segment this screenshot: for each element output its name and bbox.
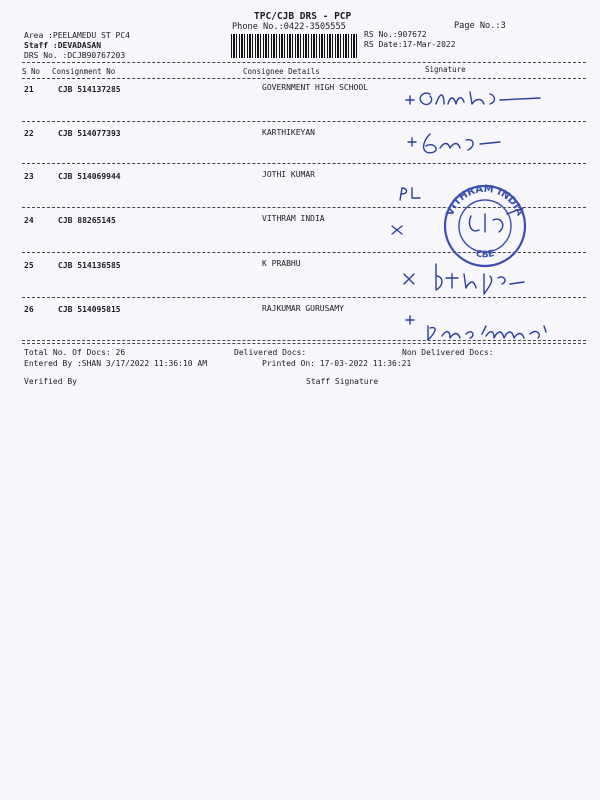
staff-signature: Staff Signature <box>306 377 379 386</box>
col-signature: Signature <box>425 65 466 74</box>
signature-row-24-mark <box>388 222 408 242</box>
verified-by: Verified By <box>24 377 77 386</box>
row-consignee: RAJKUMAR GURUSAMY <box>262 304 344 313</box>
delivered-docs: Delivered Docs: <box>234 348 307 357</box>
company-stamp <box>427 180 547 274</box>
entered-by: Entered By :SHAN 3/17/2022 11:36:10 AM <box>24 359 208 368</box>
phone-number: Phone No.:0422-3505555 <box>232 22 346 32</box>
stamp-text-top: VITHRAM INDIA <box>444 183 526 218</box>
signature-row-26 <box>402 312 562 350</box>
divider <box>22 121 586 122</box>
row-consignee: VITHRAM INDIA <box>262 214 325 223</box>
row-consignee: K PRABHU <box>262 259 301 268</box>
row-sno: 21 <box>24 85 34 94</box>
row-sno: 24 <box>24 216 34 225</box>
printed-on: Printed On: 17-03-2022 11:36:21 <box>262 359 412 368</box>
row-sno: 25 <box>24 261 34 270</box>
row-consignee: GOVERNMENT HIGH SCHOOL <box>262 83 368 92</box>
staff-label: Staff :DEVADASAN <box>24 41 102 50</box>
divider <box>22 78 586 79</box>
drs-number: DRS No. :DCJB90767203 <box>24 51 126 60</box>
svg-text:CBE <box>475 249 496 260</box>
divider <box>22 62 586 63</box>
col-consignee: Consignee Details <box>243 67 320 76</box>
row-consignee: JOTHI KUMAR <box>262 170 315 179</box>
page-number: Page No.:3 <box>454 21 506 31</box>
col-consignment: Consignment No <box>52 67 116 76</box>
rs-date: RS Date:17-Mar-2022 <box>364 40 456 49</box>
row-consignment: CJB 514095815 <box>58 305 121 314</box>
total-docs: Total No. Of Docs: 26 <box>24 348 126 357</box>
svg-text:VITHRAM INDIA <box>445 184 526 218</box>
row-sno: 23 <box>24 172 34 181</box>
row-sno: 22 <box>24 129 34 138</box>
row-consignment: CJB 514069944 <box>58 172 121 181</box>
signature-row-21 <box>400 84 550 118</box>
area-label: Area :PEELAMEDU ST PC4 <box>24 31 130 40</box>
row-consignment: CJB 514077393 <box>58 129 121 138</box>
row-consignment: CJB 514136585 <box>58 261 121 270</box>
non-delivered-docs: Non Delivered Docs: <box>402 348 494 357</box>
rs-number: RS No.:907672 <box>364 30 427 39</box>
signature-row-22 <box>400 128 510 166</box>
row-consignee: KARTHIKEYAN <box>262 128 315 137</box>
signature-row-23 <box>396 184 426 208</box>
doc-title: TPC/CJB DRS - PCP <box>254 11 352 22</box>
barcode <box>231 34 357 58</box>
row-consignment: CJB 514137285 <box>58 85 121 94</box>
col-sno: S No <box>22 67 41 76</box>
stamp-text-bottom: CBE <box>474 248 496 261</box>
row-consignment: CJB 88265145 <box>58 216 116 225</box>
row-sno: 26 <box>24 305 34 314</box>
